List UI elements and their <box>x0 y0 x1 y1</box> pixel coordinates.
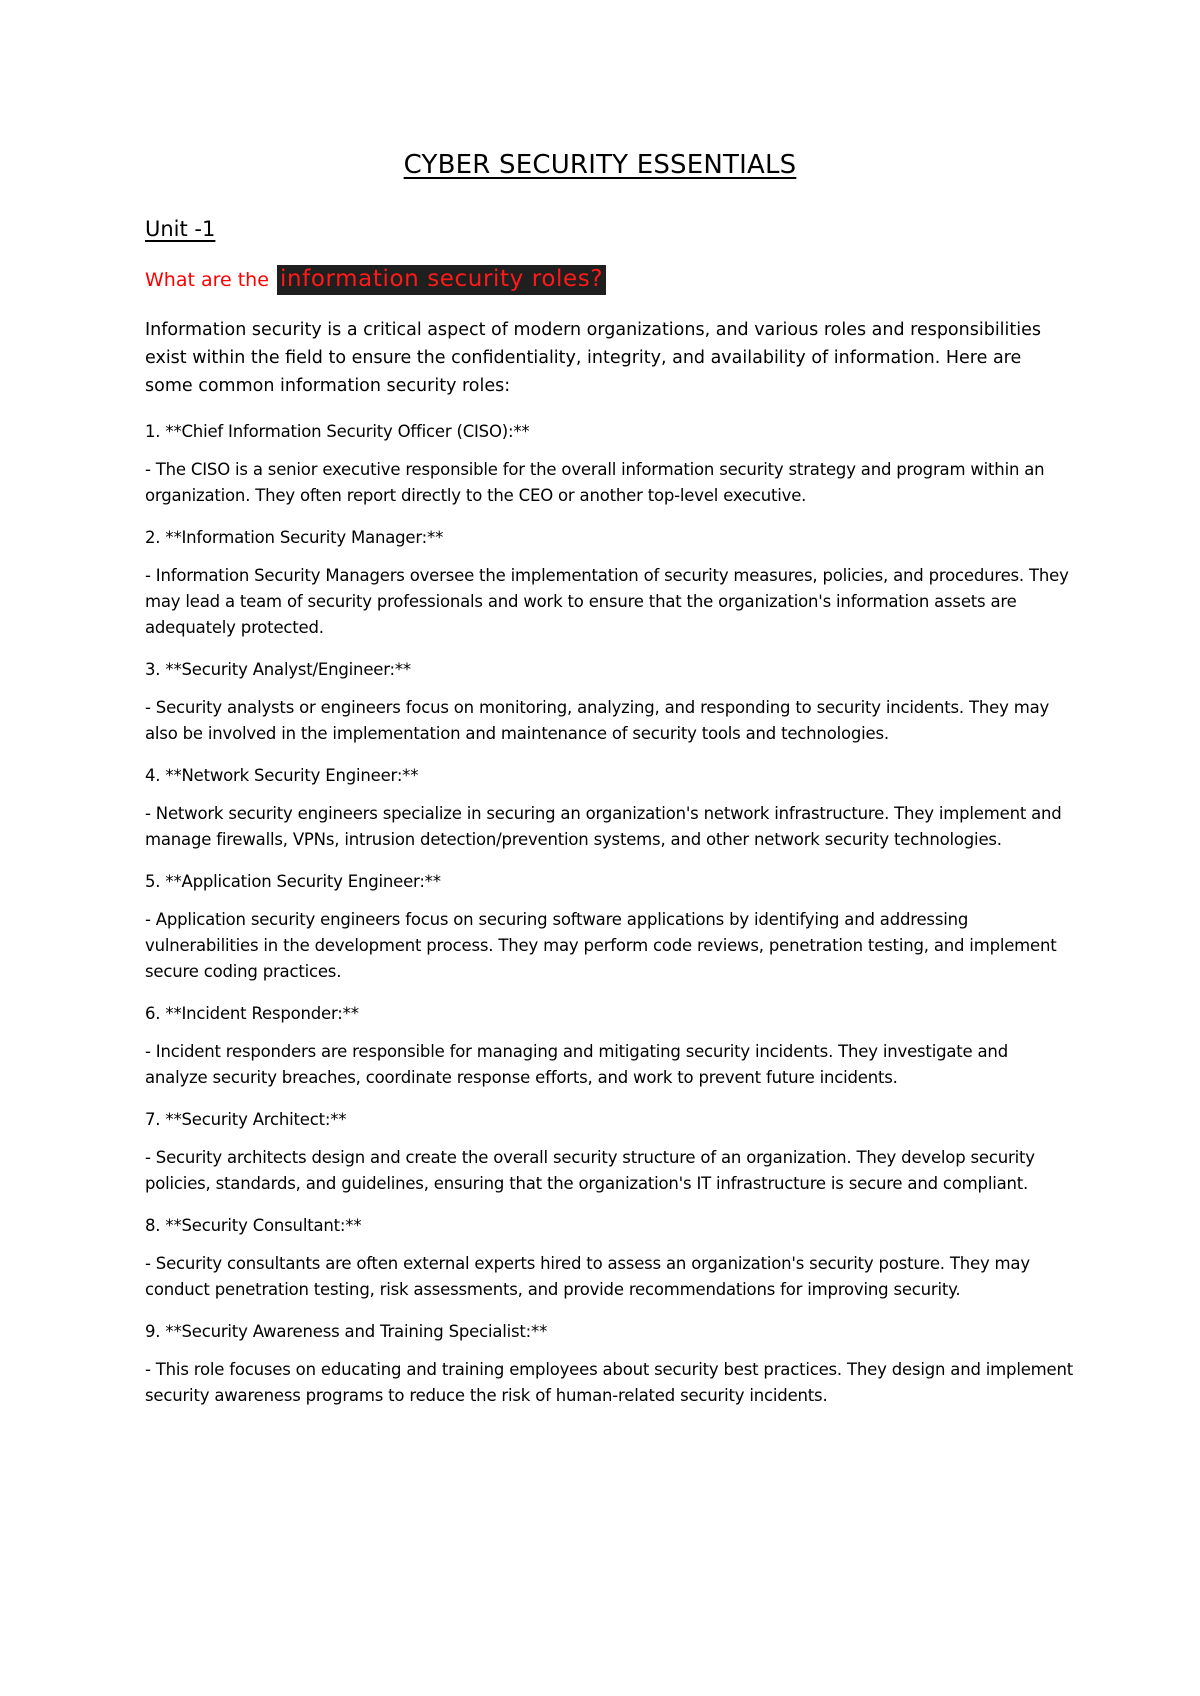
unit-heading: Unit -1 <box>145 217 216 241</box>
role-description-security-architect: - Security architects design and create the overall security structure of an organization. They develop security policies, standards, and guidelines, ensuring that the organization's IT infrastructure is secure and compliant. <box>145 1148 1035 1193</box>
role-description-incident-responder: - Incident responders are responsible for managing and mitigating security incidents. They investigate and analyze security breaches, coordinate response efforts, and work to prevent future incidents. <box>145 1042 1008 1087</box>
role-title-security-analyst: 3. **Security Analyst/Engineer:** <box>145 660 411 679</box>
question-highlight: information security roles? <box>277 265 606 295</box>
role-title-security-architect: 7. **Security Architect:** <box>145 1110 347 1129</box>
roles-list <box>145 419 1075 1425</box>
role-title-security-consultant: 8. **Security Consultant:** <box>145 1216 362 1235</box>
role-description-security-awareness-specialist: - This role focuses on educating and training employees about security best practices. They design and implement security awareness programs to reduce the risk of human-related security incidents. <box>145 1360 1074 1405</box>
role-description-ciso: - The CISO is a senior executive responsible for the overall information security strategy and program within an organization. They often report directly to the CEO or another top-level executive. <box>145 460 1045 505</box>
role-description-network-security-engineer: - Network security engineers specialize in securing an organization's network infrastructure. They implement and manage firewalls, VPNs, intrusion detection/prevention systems, and other network security technologies. <box>145 804 1062 849</box>
role-title-info-security-manager: 2. **Information Security Manager:** <box>145 528 444 547</box>
role-description-application-security-engineer: - Application security engineers focus on securing software applications by identifying and addressing vulnerabilities in the development process. They may perform code reviews, penetration testing, and implement secure coding practices. <box>145 910 1057 981</box>
role-title-security-awareness-specialist: 9. **Security Awareness and Training Specialist:** <box>145 1322 548 1341</box>
role-title-incident-responder: 6. **Incident Responder:** <box>145 1004 359 1023</box>
role-description-info-security-manager: - Information Security Managers oversee the implementation of security measures, policies, and procedures. They may lead a team of security professionals and work to ensure that the organization's information assets are adequately protected. <box>145 566 1069 637</box>
question-prefix: What are the <box>145 269 269 291</box>
role-description-security-analyst: - Security analysts or engineers focus on monitoring, analyzing, and responding to security incidents. They may also be involved in the implementation and maintenance of security tools and technologies. <box>145 698 1050 743</box>
role-title-network-security-engineer: 4. **Network Security Engineer:** <box>145 766 419 785</box>
question-heading <box>145 266 606 292</box>
intro-paragraph: Information security is a critical aspect of modern organizations, and various roles and responsibilities exist within the field to ensure the confidentiality, integrity, and availability of information. Here are some common information security roles: <box>145 320 1042 396</box>
role-title-application-security-engineer: 5. **Application Security Engineer:** <box>145 872 441 891</box>
role-title-ciso: 1. **Chief Information Security Officer (CISO):** <box>145 422 530 441</box>
role-description-security-consultant: - Security consultants are often external experts hired to assess an organization's security posture. They may conduct penetration testing, risk assessments, and provide recommendations for improving security. <box>145 1254 1030 1299</box>
document-title: CYBER SECURITY ESSENTIALS <box>403 150 797 180</box>
